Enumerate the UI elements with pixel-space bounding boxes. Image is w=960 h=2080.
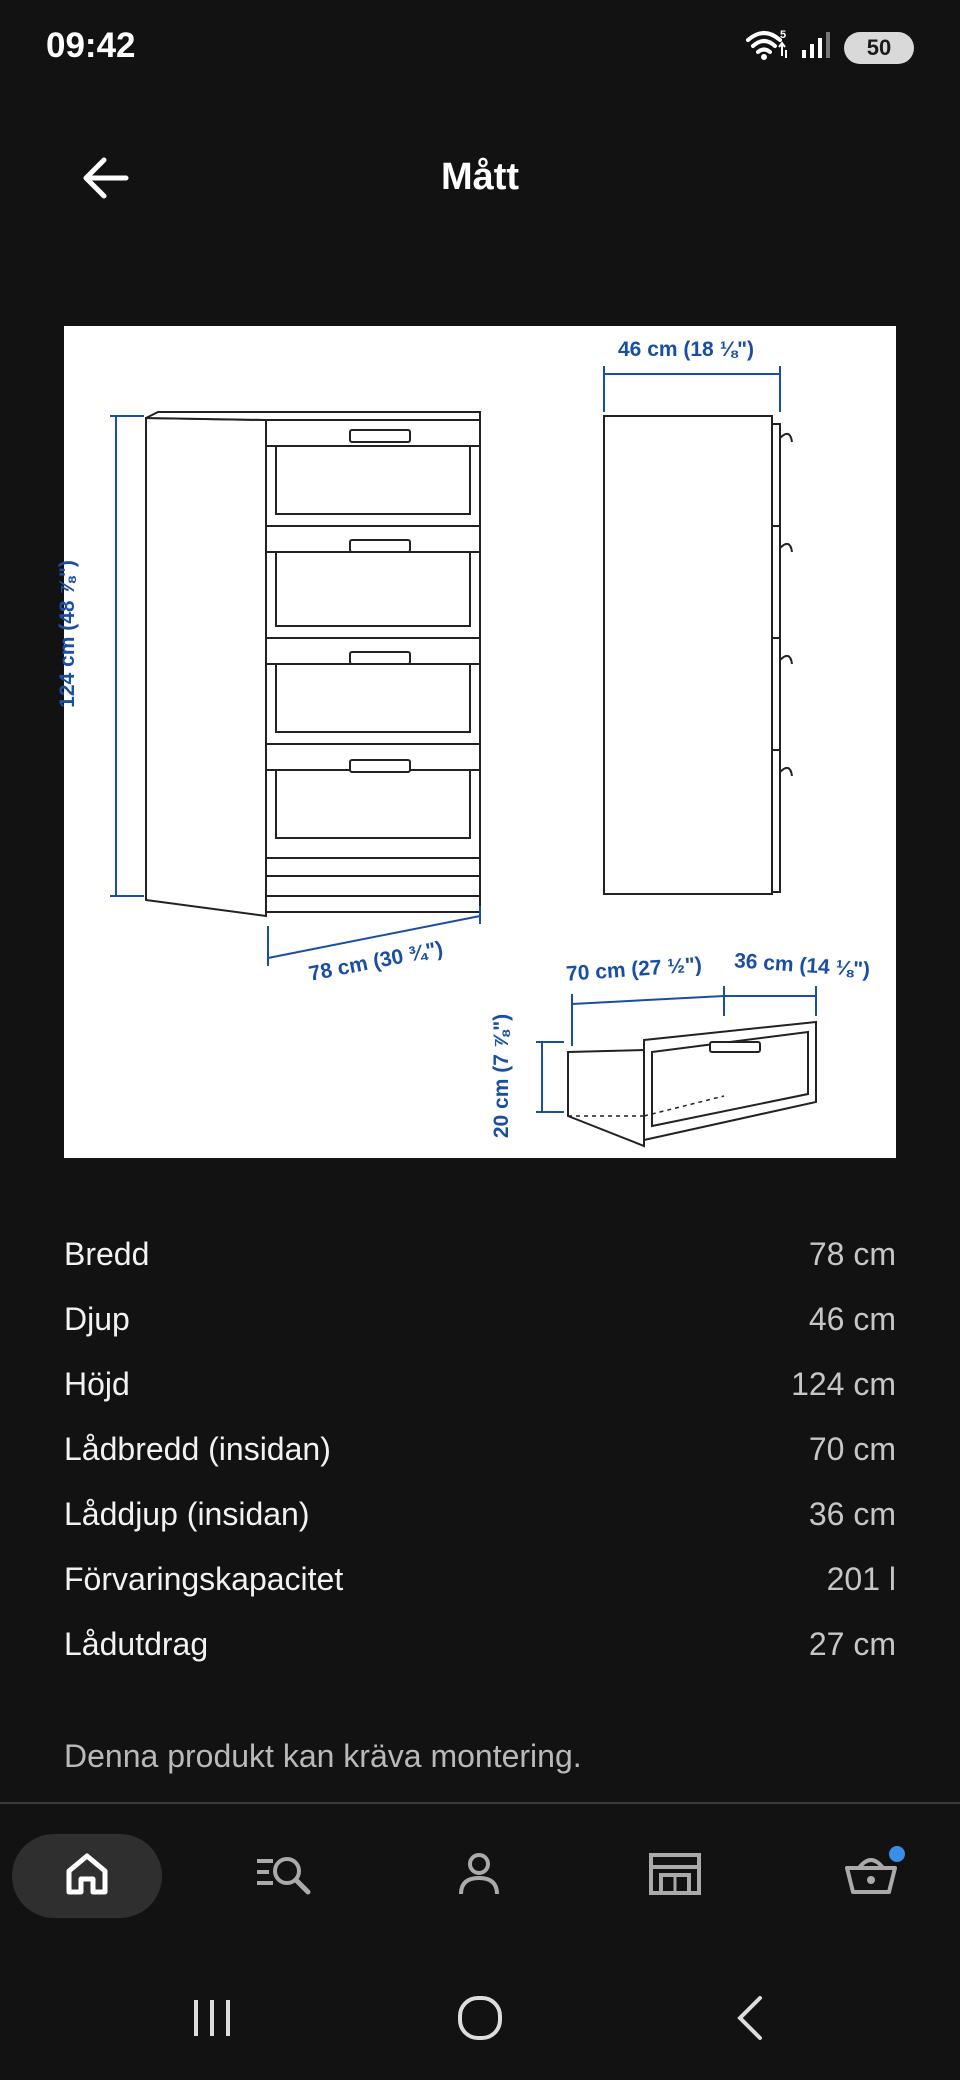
- bottom-nav: [0, 1804, 960, 1950]
- home-circle-icon: [456, 1994, 504, 2047]
- nav-profile[interactable]: [404, 1834, 554, 1918]
- store-icon: [647, 1851, 703, 1902]
- spec-value: 46 cm: [808, 1301, 896, 1337]
- drawer-height-label: 20 cm (7 ⅞"): [490, 1013, 514, 1139]
- page-title: Mått: [440, 156, 520, 198]
- spec-value: 70 cm: [808, 1431, 896, 1467]
- spec-label: Djup: [64, 1301, 130, 1337]
- spec-label: Bredd: [64, 1236, 150, 1272]
- dimension-diagram: [55, 326, 896, 1158]
- basket-icon: [843, 1850, 899, 1903]
- home-icon: [63, 1851, 111, 1902]
- nav-home[interactable]: [12, 1834, 162, 1918]
- spec-value: 27 cm: [808, 1626, 896, 1662]
- status-icons: [744, 28, 914, 67]
- header: [0, 120, 960, 236]
- spec-row-height: [64, 1352, 896, 1417]
- basket-badge: [889, 1846, 905, 1862]
- nav-search[interactable]: [208, 1834, 358, 1918]
- spec-value: 201 l: [826, 1561, 896, 1597]
- search-list-icon: [253, 1851, 313, 1902]
- system-back-button[interactable]: [710, 1990, 790, 2050]
- depth-label: 46 cm (18 ⅛"): [618, 338, 755, 361]
- spec-label: Lådbredd (insidan): [64, 1431, 331, 1467]
- spec-label: Höjd: [64, 1366, 130, 1402]
- spec-value: 36 cm: [808, 1496, 896, 1532]
- spec-label: Lådutdrag: [64, 1626, 209, 1662]
- profile-icon: [455, 1850, 503, 1903]
- spec-label: Låddjup (insidan): [64, 1496, 310, 1532]
- signal-icon: [800, 30, 832, 65]
- width-label: 78 cm (30 ¾"): [306, 937, 445, 986]
- drawer-width-label: 70 cm (27 ½"): [565, 953, 703, 986]
- spec-value: 78 cm: [808, 1236, 896, 1272]
- status-time: 09:42: [46, 26, 136, 65]
- spec-label: Förvaringskapacitet: [64, 1561, 344, 1597]
- nav-store[interactable]: [600, 1834, 750, 1918]
- status-bar: [0, 0, 960, 96]
- spec-value: 124 cm: [791, 1366, 896, 1402]
- recents-icon: [190, 1996, 234, 2045]
- spec-row-drawer-extension: [64, 1612, 896, 1677]
- svg-text:5: 5: [780, 29, 787, 41]
- spec-list: [64, 1222, 896, 1677]
- drawer-depth-label: 36 cm (14 ⅛"): [733, 949, 871, 982]
- nav-basket[interactable]: [796, 1834, 946, 1918]
- system-nav-bar: [0, 1960, 960, 2080]
- battery-level: 50: [866, 34, 892, 60]
- assembly-note: Denna produkt kan kräva montering.: [64, 1738, 582, 1774]
- spec-row-depth: [64, 1287, 896, 1352]
- spec-row-capacity: [64, 1547, 896, 1612]
- wifi-icon: [744, 28, 788, 67]
- recents-button[interactable]: [172, 1990, 252, 2050]
- spec-row-width: [64, 1222, 896, 1287]
- battery-icon: [844, 32, 914, 64]
- height-label: 124 cm (48 ⅞"): [55, 560, 79, 708]
- spec-row-drawer-width: [64, 1417, 896, 1482]
- system-home-button[interactable]: [440, 1990, 520, 2050]
- back-chevron-icon: [732, 1994, 768, 2047]
- dresser-drawing: [64, 326, 896, 1158]
- spec-row-drawer-depth: [64, 1482, 896, 1547]
